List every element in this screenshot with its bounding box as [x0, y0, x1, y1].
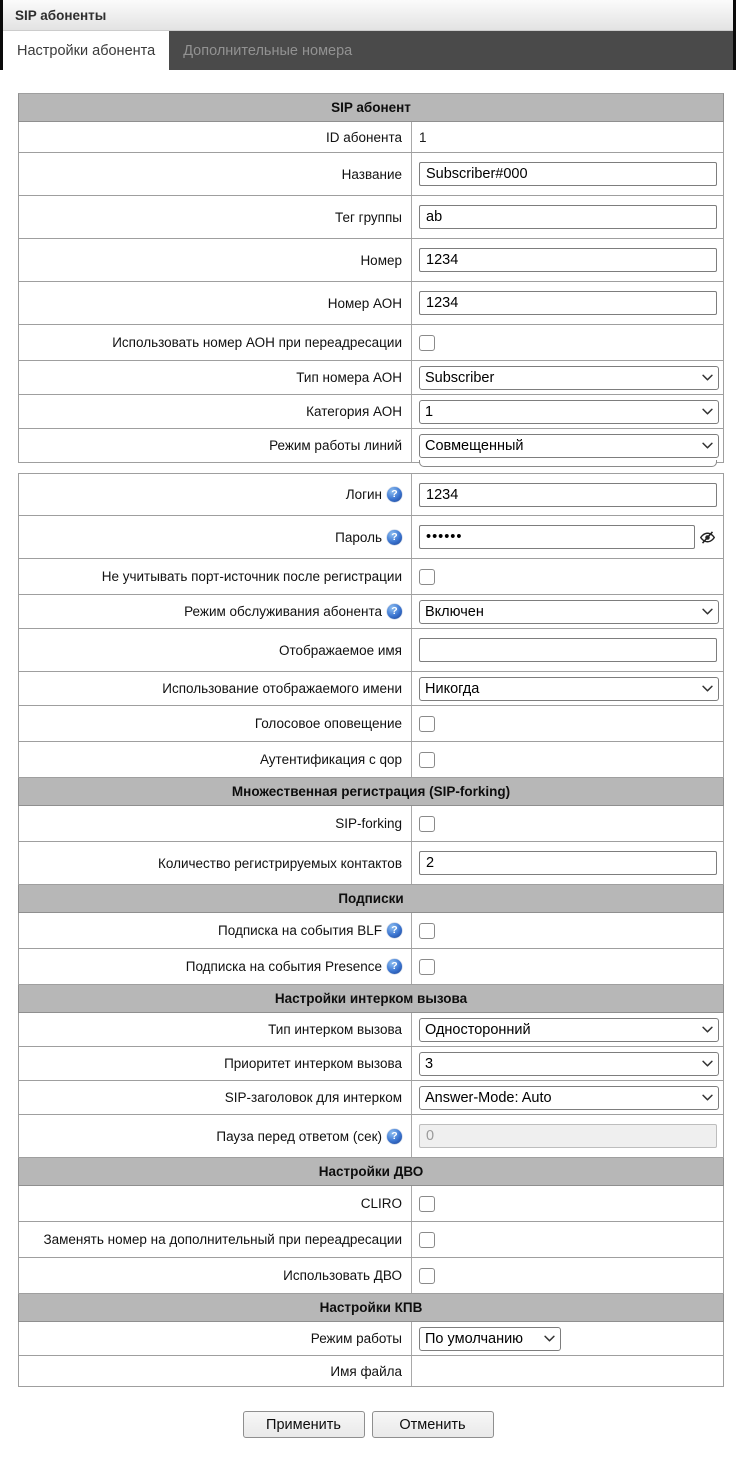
- label-text-use-vas: Использовать ДВО: [283, 1268, 402, 1283]
- caller-id-category-select-wrap: [419, 400, 719, 424]
- row-answer-delay: [18, 1115, 724, 1158]
- ringback-mode-select-wrap: [419, 1327, 561, 1351]
- value-number: [412, 239, 724, 281]
- caller-id-category-select[interactable]: [419, 400, 719, 424]
- blf-subscription-checkbox[interactable]: [419, 923, 435, 939]
- value-subscriber-id: [412, 122, 723, 152]
- registered-contacts-count-input[interactable]: [419, 851, 717, 875]
- label-presence-subscription: [19, 949, 412, 984]
- value-replace-number-on-forward: [412, 1222, 723, 1257]
- label-caller-id-type: [19, 361, 412, 394]
- row-caller-id-type: [18, 361, 724, 395]
- label-text-ringback-mode: Режим работы: [310, 1331, 402, 1346]
- value-voice-notification: [412, 706, 723, 741]
- row-number: [18, 239, 724, 282]
- label-text-qop-auth: Аутентификация с qop: [259, 752, 402, 767]
- label-text-group-tag: Тег группы: [334, 209, 402, 225]
- value-caller-id-number: [412, 282, 724, 324]
- name-input[interactable]: [419, 162, 717, 186]
- value-cliro: [412, 1186, 723, 1221]
- intercom-priority-select-wrap: [419, 1052, 719, 1076]
- help-icon[interactable]: ?: [387, 923, 402, 938]
- label-text-answer-delay: Пауза перед ответом (сек): [216, 1128, 382, 1144]
- row-intercom-sip-header: [18, 1081, 724, 1115]
- row-caller-id-category: [18, 395, 724, 429]
- row-replace-number-on-forward: [18, 1222, 724, 1258]
- value-use-vas: [412, 1258, 723, 1293]
- label-text-line-mode: Режим работы линий: [269, 438, 402, 453]
- row-qop-auth: [18, 742, 724, 778]
- use-vas-checkbox[interactable]: [419, 1268, 435, 1284]
- label-text-caller-id-number: Номер АОН: [327, 295, 402, 311]
- subscriber-id-value: 1: [419, 129, 427, 145]
- row-display-name: [18, 629, 724, 672]
- label-text-cliro: CLIRO: [360, 1196, 402, 1211]
- label-qop-auth: [19, 742, 412, 777]
- label-text-blf-subscription: Подписка на события BLF: [218, 923, 382, 938]
- row-name: [18, 153, 724, 196]
- label-text-login: Логин: [345, 487, 382, 502]
- help-icon[interactable]: ?: [387, 1129, 402, 1144]
- label-text-intercom-priority: Приоритет интерком вызова: [224, 1056, 402, 1071]
- row-file-name: [18, 1356, 724, 1387]
- label-subscriber-id: [19, 122, 412, 152]
- label-text-file-name: Имя файла: [330, 1363, 402, 1379]
- row-use-caller-id-on-forward: [18, 325, 724, 361]
- label-text-registered-contacts-count: Количество регистрируемых контактов: [158, 855, 402, 871]
- label-password: [19, 516, 412, 558]
- value-use-caller-id-on-forward: [412, 325, 723, 360]
- row-caller-id-number: [18, 282, 724, 325]
- row-intercom-priority: [18, 1047, 724, 1081]
- label-group-tag: [19, 196, 412, 238]
- label-text-display-name-usage: Использование отображаемого имени: [162, 681, 402, 696]
- display-name-usage-select-wrap: [419, 677, 719, 701]
- value-caller-id-category: [412, 395, 726, 428]
- section-header-vas: Настройки ДВО: [18, 1158, 724, 1186]
- ringback-mode-select[interactable]: [419, 1327, 561, 1351]
- label-caller-id-number: [19, 282, 412, 324]
- display-name-input[interactable]: [419, 638, 717, 662]
- page-title: SIP абоненты: [3, 0, 733, 31]
- voice-notification-checkbox[interactable]: [419, 716, 435, 732]
- value-registered-contacts-count: [412, 842, 724, 884]
- value-intercom-priority: [412, 1047, 726, 1080]
- row-ignore-source-port: [18, 559, 724, 595]
- label-text-intercom-sip-header: SIP-заголовок для интерком: [224, 1090, 402, 1105]
- label-voice-notification: [19, 706, 412, 741]
- caller-id-type-select-wrap: [419, 366, 719, 390]
- caller-id-number-input[interactable]: [419, 291, 717, 315]
- intercom-sip-header-select-wrap: [419, 1086, 719, 1110]
- value-file-name: [412, 1356, 723, 1386]
- value-presence-subscription: [412, 949, 723, 984]
- label-file-name: [19, 1356, 412, 1386]
- cliro-checkbox[interactable]: [419, 1196, 435, 1212]
- service-mode-select-wrap: [419, 600, 719, 624]
- section-header-ringback: Настройки КПВ: [18, 1294, 724, 1322]
- section-header-intercom: Настройки интерком вызова: [18, 985, 724, 1013]
- label-display-name-usage: [19, 672, 412, 705]
- row-registered-contacts-count: [18, 842, 724, 885]
- service-mode-select[interactable]: [419, 600, 719, 624]
- label-caller-id-category: [19, 395, 412, 428]
- row-display-name-usage: [18, 672, 724, 706]
- row-ringback-mode: [18, 1322, 724, 1356]
- tab-additional-numbers[interactable]: Дополнительные номера: [183, 42, 353, 59]
- value-group-tag: [412, 196, 724, 238]
- row-sip-forking-enable: [18, 806, 724, 842]
- value-display-name: [412, 629, 724, 671]
- help-icon[interactable]: ?: [387, 487, 402, 502]
- label-text-ignore-source-port: Не учитывать порт-источник после регистрации: [101, 569, 402, 584]
- row-intercom-type: [18, 1013, 724, 1047]
- apply-button[interactable]: Применить: [243, 1411, 365, 1438]
- value-ignore-source-port: [412, 559, 723, 594]
- label-text-name: Название: [341, 166, 402, 182]
- sip-subscriber-form: [18, 93, 724, 1387]
- label-login: [19, 474, 412, 515]
- value-name: [412, 153, 724, 195]
- display-name-usage-select[interactable]: [419, 677, 719, 701]
- label-text-presence-subscription: Подписка на события Presence: [185, 959, 382, 974]
- tab-bar: [3, 31, 733, 70]
- line-mode-select[interactable]: [419, 434, 719, 458]
- label-replace-number-on-forward: [19, 1222, 412, 1257]
- label-use-vas: [19, 1258, 412, 1293]
- value-service-mode: [412, 595, 726, 628]
- tab-subscriber-settings[interactable]: Настройки абонента: [3, 31, 169, 70]
- line-mode-select-wrap: [419, 434, 719, 458]
- help-icon[interactable]: ?: [387, 530, 402, 545]
- label-text-replace-number-on-forward: Заменять номер на дополнительный при переадресации: [43, 1232, 402, 1247]
- label-name: [19, 153, 412, 195]
- value-login: [412, 474, 724, 515]
- value-caller-id-type: [412, 361, 726, 394]
- row-voice-notification: [18, 706, 724, 742]
- use-caller-id-on-forward-checkbox[interactable]: [419, 335, 435, 351]
- section-header-sip-forking: Множественная регистрация (SIP-forking): [18, 778, 724, 806]
- row-password: [18, 516, 724, 559]
- login-input[interactable]: [419, 483, 717, 507]
- caller-id-type-select[interactable]: [419, 366, 719, 390]
- cancel-button[interactable]: Отменить: [372, 1411, 494, 1438]
- value-intercom-type: [412, 1013, 726, 1046]
- section-header-subscriptions: Подписки: [18, 885, 724, 913]
- row-service-mode: [18, 595, 724, 629]
- replace-number-on-forward-checkbox[interactable]: [419, 1232, 435, 1248]
- clipped-select-artifact: [419, 460, 717, 467]
- value-qop-auth: [412, 742, 723, 777]
- group-tag-input[interactable]: [419, 205, 717, 229]
- row-cliro: [18, 1186, 724, 1222]
- qop-auth-checkbox[interactable]: [419, 752, 435, 768]
- value-line-mode: [412, 429, 726, 462]
- label-text-service-mode: Режим обслуживания абонента: [184, 604, 382, 619]
- label-blf-subscription: [19, 913, 412, 948]
- row-use-vas: [18, 1258, 724, 1294]
- label-use-caller-id-on-forward: [19, 325, 412, 360]
- intercom-type-select-wrap: [419, 1018, 719, 1042]
- section-header-sip-subscriber: SIP абонент: [18, 93, 724, 122]
- label-text-number: Номер: [360, 252, 402, 268]
- label-text-display-name: Отображаемое имя: [278, 642, 402, 658]
- help-icon[interactable]: ?: [387, 604, 402, 619]
- label-service-mode: [19, 595, 412, 628]
- intercom-sip-header-select[interactable]: [419, 1086, 719, 1110]
- label-sip-forking-enable: [19, 806, 412, 841]
- value-intercom-sip-header: [412, 1081, 726, 1114]
- help-icon[interactable]: ?: [387, 959, 402, 974]
- password-input[interactable]: [419, 525, 695, 549]
- row-group-tag: [18, 196, 724, 239]
- value-display-name-usage: [412, 672, 726, 705]
- label-text-password: Пароль: [335, 529, 382, 545]
- value-password: [412, 516, 723, 558]
- number-input[interactable]: [419, 248, 717, 272]
- label-intercom-sip-header: [19, 1081, 412, 1114]
- label-answer-delay: [19, 1115, 412, 1157]
- label-cliro: [19, 1186, 412, 1221]
- label-number: [19, 239, 412, 281]
- header-frame: [0, 0, 736, 70]
- label-intercom-priority: [19, 1047, 412, 1080]
- intercom-priority-select[interactable]: [419, 1052, 719, 1076]
- ignore-source-port-checkbox[interactable]: [419, 569, 435, 585]
- value-answer-delay: [412, 1115, 724, 1157]
- value-sip-forking-enable: [412, 806, 723, 841]
- row-login: [18, 473, 724, 516]
- toggle-password-visibility-icon[interactable]: [699, 529, 716, 546]
- label-text-sip-forking-enable: SIP-forking: [335, 816, 402, 831]
- row-line-mode: [18, 429, 724, 463]
- label-ignore-source-port: [19, 559, 412, 594]
- presence-subscription-checkbox[interactable]: [419, 959, 435, 975]
- label-registered-contacts-count: [19, 842, 412, 884]
- row-blf-subscription: [18, 913, 724, 949]
- value-blf-subscription: [412, 913, 723, 948]
- label-line-mode: [19, 429, 412, 462]
- label-text-caller-id-type: Тип номера АОН: [296, 370, 402, 385]
- intercom-type-select[interactable]: [419, 1018, 719, 1042]
- form-actions: [0, 1411, 736, 1438]
- label-ringback-mode: [19, 1322, 412, 1355]
- label-text-use-caller-id-on-forward: Использовать номер АОН при переадресации: [112, 335, 402, 350]
- label-text-subscriber-id: ID абонента: [326, 129, 402, 145]
- row-presence-subscription: [18, 949, 724, 985]
- sip-forking-enable-checkbox[interactable]: [419, 816, 435, 832]
- label-text-caller-id-category: Категория АОН: [306, 404, 402, 419]
- label-text-intercom-type: Тип интерком вызова: [268, 1022, 402, 1037]
- row-subscriber-id: [18, 122, 724, 153]
- label-display-name: [19, 629, 412, 671]
- answer-delay-input: [419, 1124, 717, 1148]
- content-area: [0, 93, 736, 1458]
- label-intercom-type: [19, 1013, 412, 1046]
- label-text-voice-notification: Голосовое оповещение: [254, 716, 402, 731]
- value-ringback-mode: [412, 1322, 723, 1355]
